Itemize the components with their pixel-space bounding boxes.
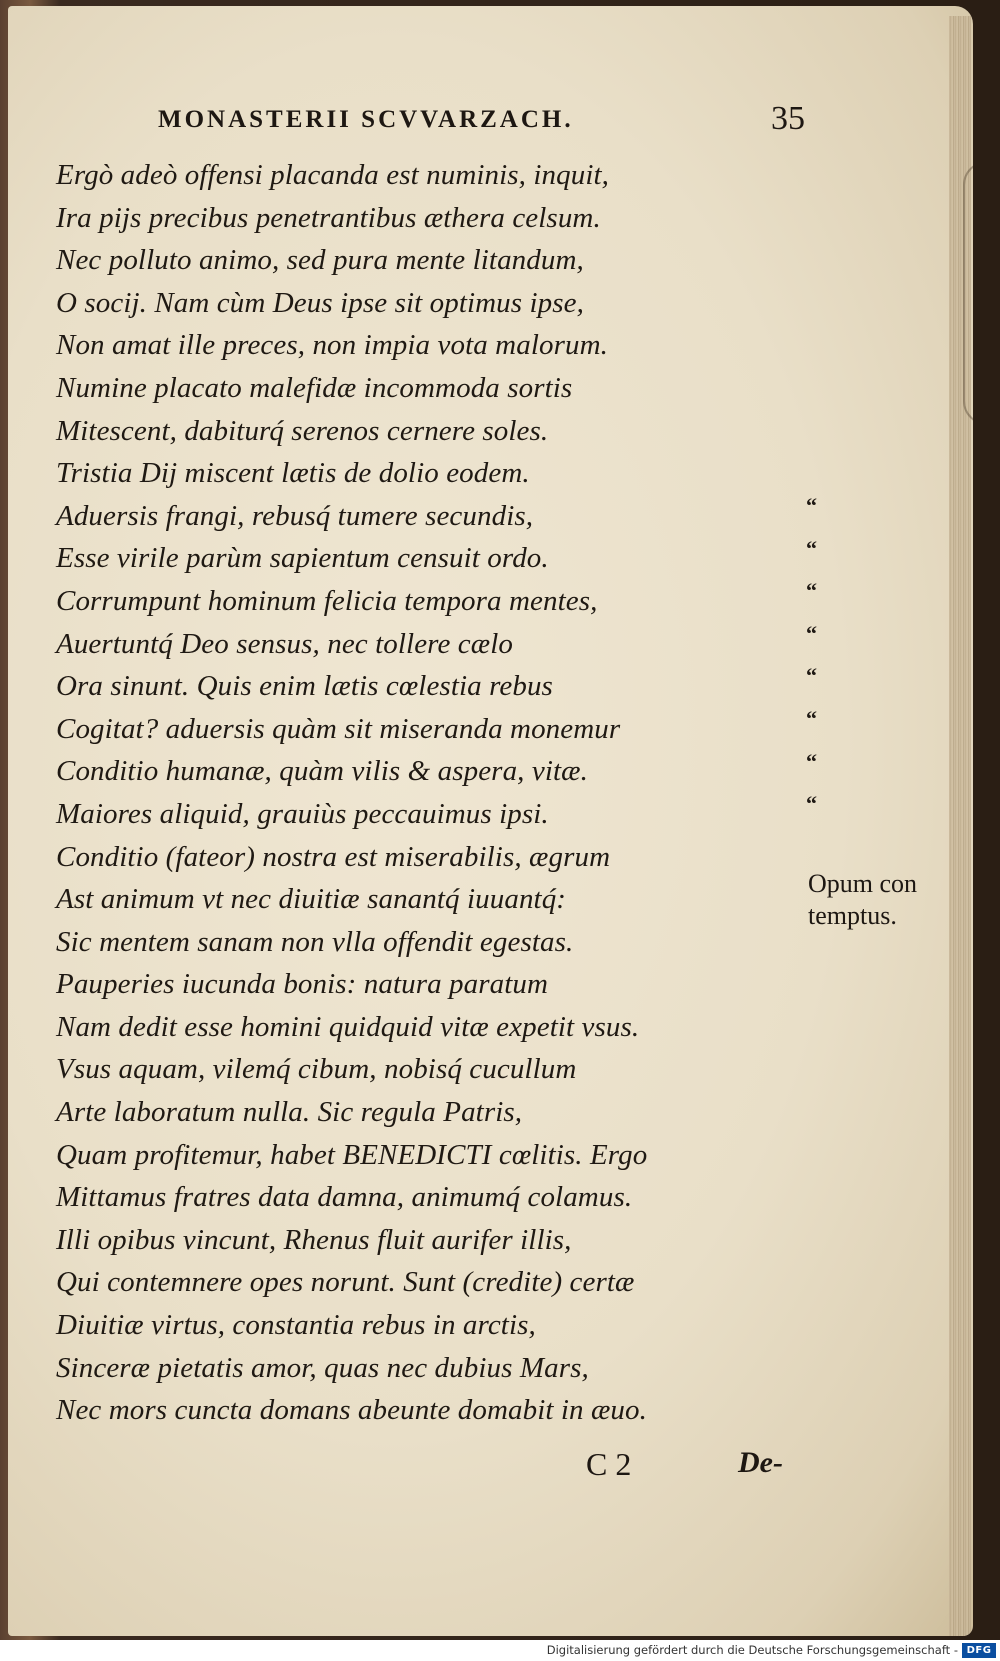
verse-line: Conditio (fateor) nostra est miserabilis, ægrum	[56, 840, 611, 873]
quote-mark: “	[806, 535, 817, 561]
verse-line: O socij. Nam cùm Deus ipse sit optimus ipse,	[56, 286, 584, 319]
dfg-logo-icon: DFG	[962, 1643, 996, 1658]
verse-line: Diuitiæ virtus, constantia rebus in arctis,	[56, 1309, 536, 1342]
quote-mark: “	[806, 620, 817, 646]
quote-mark: “	[806, 705, 817, 731]
verse-line: Auertuntq́ Deo sensus, nec tollere cælo	[56, 627, 513, 660]
verse-line: Cogitat? aduersis quàm sit miseranda monemur	[56, 712, 621, 745]
catchword: De-	[738, 1446, 783, 1479]
verse-line: Tristia Dij miscent lætis de dolio eodem.	[56, 457, 530, 490]
verse-line: Ast animum vt nec diuitiæ sanantq́ iuuantq́:	[56, 883, 567, 916]
quote-mark: “	[806, 791, 817, 817]
verse-line: Maiores aliquid, grauiùs peccauimus ipsi.	[56, 797, 549, 830]
verse-block	[56, 154, 776, 1432]
running-head: MONASTERII SCVVARZACH.	[158, 106, 574, 133]
quote-mark: “	[806, 493, 817, 518]
verse-line: Quam profitemur, habet BENEDICTI cœlitis. Ergo	[56, 1138, 648, 1171]
verse-line: Corrumpunt hominum felicia tempora mentes,	[56, 584, 598, 617]
verse-line: Vsus aquam, vilemq́ cibum, nobisq́ cucullum	[56, 1053, 577, 1086]
verse-line: Numine placato malefidæ incommoda sortis	[56, 371, 573, 404]
verse-line: Mittamus fratres data damna, animumq́ colamus.	[56, 1181, 633, 1214]
verse-line: Sinceræ pietatis amor, quas nec dubius Mars,	[56, 1351, 589, 1384]
digitization-credit: Digitalisierung gefördert durch die Deutsche Forschungsgemeinschaft -	[546, 1643, 958, 1657]
marginal-note	[808, 868, 958, 932]
verse-line: Ira pijs precibus penetrantibus æthera celsum.	[56, 201, 601, 234]
book-page	[8, 6, 973, 1636]
verse-line: Nam dedit esse homini quidquid vitæ expetit vsus.	[56, 1010, 640, 1043]
verse-line: Nec polluto animo, sed pura mente litandum,	[56, 244, 584, 277]
verse-line: Aduersis frangi, rebusq́ tumere secundis,	[56, 499, 534, 532]
verse-line: Nec mors cuncta domans abeunte domabit in æuo.	[56, 1394, 647, 1427]
quote-mark: “	[806, 663, 817, 689]
verse-line: Qui contemnere opes norunt. Sunt (credite) certæ	[56, 1266, 635, 1299]
verse-line: Arte laboratum nulla. Sic regula Patris,	[56, 1096, 523, 1129]
marginal-note-line: temptus.	[808, 901, 897, 930]
quote-marks-column	[806, 485, 836, 826]
verse-line: Non amat ille preces, non impia vota malorum.	[56, 329, 608, 362]
verse-line: Pauperies iucunda bonis: natura paratum	[56, 968, 549, 1001]
quote-mark: “	[806, 748, 817, 774]
verse-line: Sic mentem sanam non vlla offendit egestas.	[56, 925, 574, 958]
verse-line: Esse virile parùm sapientum censuit ordo.	[56, 542, 549, 575]
page-tab-shadow	[963, 161, 973, 425]
page-number: 35	[771, 100, 805, 137]
quote-mark: “	[806, 578, 817, 604]
marginal-note-line: Opum con	[808, 869, 918, 898]
verse-line: Ora sinunt. Quis enim lætis cœlestia rebus	[56, 670, 553, 703]
verse-line: Mitescent, dabiturq́ serenos cernere soles.	[56, 414, 549, 447]
verse-line: Ergò adeò offensi placanda est numinis, inquit,	[56, 159, 609, 191]
verse-line: Conditio humanæ, quàm vilis & aspera, vitæ.	[56, 755, 588, 788]
verse-line: Illi opibus vincunt, Rhenus fluit aurifer illis,	[56, 1223, 572, 1256]
signature-mark: C 2	[586, 1446, 632, 1482]
